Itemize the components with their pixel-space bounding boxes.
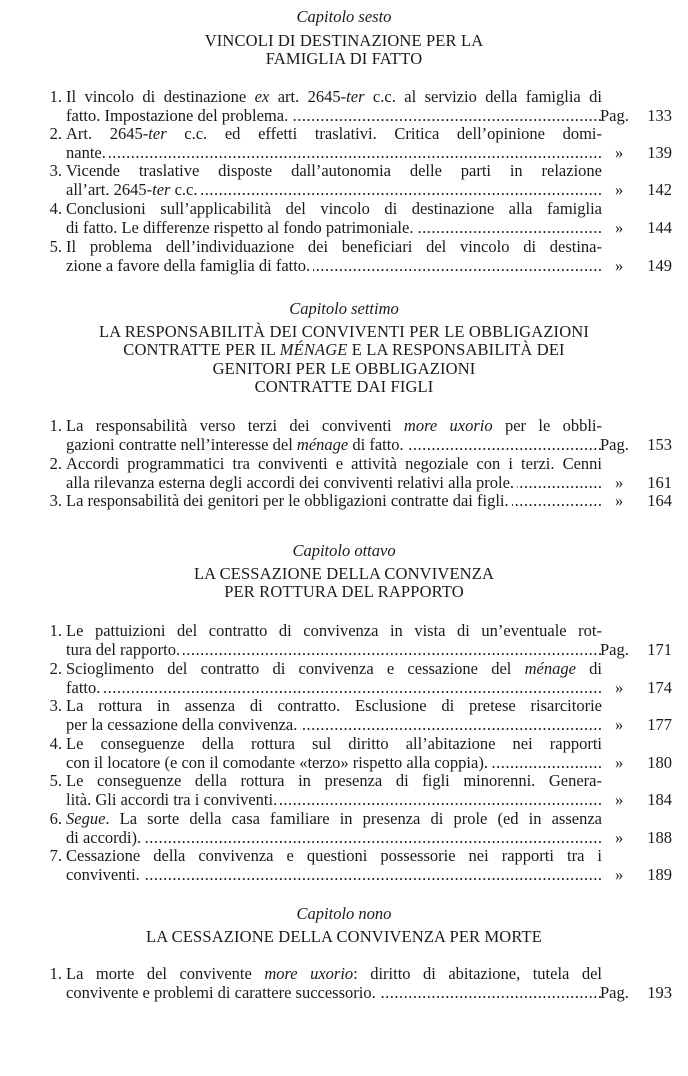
- chapter-title-line: VINCOLI DI DESTINAZIONE PER LA: [204, 31, 484, 50]
- entry-text-line: [66, 474, 602, 493]
- entry-text-run: per la cessazione della convivenza.: [66, 716, 300, 734]
- entry-text-run: alla rilevanza esterna degli accordi dei conviventi relativi alla prole.: [66, 474, 517, 492]
- entry-text-line: [66, 436, 602, 455]
- ditto-mark: »: [615, 142, 624, 162]
- entry-text-line: Il vincolo di destinazione ex art. 2645-ter c.c. al servizio della famiglia di: [66, 88, 602, 106]
- page-number: 188: [647, 827, 672, 847]
- entry-text-run: con il locatore (e con il comodante «terzo» rispetto alla coppia).: [66, 754, 491, 772]
- ditto-mark: »: [615, 179, 624, 199]
- entry-number: 5.: [49, 771, 62, 790]
- entry-number: 5.: [49, 237, 62, 256]
- page-number: 153: [647, 434, 672, 454]
- chapter-label: Capitolo ottavo: [292, 541, 396, 560]
- entry-number: 2.: [49, 454, 62, 473]
- page-number: 193: [647, 982, 672, 1002]
- entry-text-line: La rottura in assenza di contratto. Esclusione di pretese risarcitorie: [66, 697, 602, 715]
- entry-text-line: Art. 2645-ter c.c. ed effetti traslativi. Critica dell’opinione domi-: [66, 125, 602, 143]
- entry-text-line: Il problema dell’individuazione dei beneficiari del vincolo di destina-: [66, 238, 602, 256]
- entry-text-line: [66, 641, 602, 660]
- page-label: Pag.: [600, 434, 629, 454]
- entry-text-run: fatto. Impostazione del problema.: [66, 107, 291, 125]
- entry-text-line: [66, 107, 602, 126]
- entry-text-line: [66, 754, 602, 773]
- entry-text-line: Le conseguenze della rottura in presenza di figli minorenni. Genera-: [66, 772, 602, 790]
- ditto-mark: »: [615, 827, 624, 847]
- entry-text-run: di accordi).: [66, 829, 144, 847]
- page-number: 133: [647, 105, 672, 125]
- entry-text-run: gazioni contratte nell’interesse del ménage di fatto.: [66, 436, 407, 454]
- chapter-title-line: CONTRATTE PER IL MÉNAGE E LA RESPONSABILITÀ DEI: [123, 340, 565, 360]
- chapter-label: Capitolo sesto: [296, 7, 392, 26]
- entry-text-line: [66, 679, 602, 698]
- entry-number: 3.: [49, 491, 62, 510]
- entry-text: [66, 697, 602, 734]
- chapter-title-line: LA CESSAZIONE DELLA CONVIVENZA: [193, 564, 495, 583]
- ditto-mark: »: [615, 255, 624, 275]
- entry-text: [66, 162, 602, 199]
- entry-text-line: [66, 984, 602, 1003]
- page-number: 142: [647, 179, 672, 199]
- entry-number: 2.: [49, 124, 62, 143]
- entry-number: 6.: [49, 809, 62, 828]
- entry-text-line: Le conseguenze della rottura sul diritto all’abitazione nei rapporti: [66, 735, 602, 753]
- page-number: 149: [647, 255, 672, 275]
- ditto-mark: »: [615, 864, 624, 884]
- entry-text-run: tura del rapporto.: [66, 641, 183, 659]
- entry-text: [66, 88, 602, 125]
- entry-number: 1.: [49, 621, 62, 640]
- entry-text: [66, 660, 602, 697]
- entry-text: [66, 238, 602, 275]
- chapter-title-line: GENITORI PER LE OBBLIGAZIONI: [212, 358, 476, 378]
- ditto-mark: »: [615, 714, 624, 734]
- page-number: 139: [647, 142, 672, 162]
- page-number: 144: [647, 217, 672, 237]
- entry-number: 3.: [49, 696, 62, 715]
- entry-text-line: Segue. La sorte della casa familiare in presenza di prole (ed in assenza: [66, 810, 602, 828]
- entry-text-line: Vicende traslative disposte dall’autonomia delle parti in relazione: [66, 162, 602, 180]
- entry-number: 3.: [49, 161, 62, 180]
- entry-text-line: [66, 716, 602, 735]
- chapter-title: [0, 32, 688, 69]
- ditto-mark: »: [615, 677, 624, 697]
- chapter-label: Capitolo nono: [296, 904, 392, 923]
- entry-text-run: all’art. 2645-ter c.c.: [66, 181, 201, 199]
- entry-text: [66, 847, 602, 884]
- entry-text-line: Scioglimento del contratto di convivenza e cessazione del ménage di: [66, 660, 602, 678]
- entry-text-line: [66, 181, 602, 200]
- page-number: 161: [647, 472, 672, 492]
- page-number: 174: [647, 677, 672, 697]
- page-number: 171: [647, 639, 672, 659]
- entry-number: 2.: [49, 659, 62, 678]
- entry-text-line: [66, 791, 602, 810]
- entry-text-line: Cessazione della convivenza e questioni possessorie nei rapporti tra i: [66, 847, 602, 865]
- entry-text-run: di fatto. Le differenze rispetto al fondo patrimoniale.: [66, 219, 416, 237]
- page-label: Pag.: [600, 639, 629, 659]
- entry-text-line: La morte del convivente more uxorio: diritto di abitazione, tutela del: [66, 965, 602, 983]
- entry-number: 7.: [49, 846, 62, 865]
- chapter-title-line: CONTRATTE DAI FIGLI: [254, 377, 434, 397]
- entry-number: 1.: [49, 964, 62, 983]
- entry-number: 4.: [49, 734, 62, 753]
- entry-text-line: La responsabilità verso terzi dei conviventi more uxorio per le obbli-: [66, 417, 602, 435]
- chapter-label: Capitolo settimo: [289, 299, 399, 318]
- ditto-mark: »: [615, 789, 624, 809]
- entry-text-run: convivente e problemi di carattere successorio.: [66, 984, 379, 1002]
- chapter-title: [0, 928, 688, 946]
- ditto-mark: »: [615, 217, 624, 237]
- entry-text: [66, 417, 602, 454]
- chapter-title-line: PER ROTTURA DEL RAPPORTO: [224, 582, 464, 602]
- entry-text-run: La responsabilità dei genitori per le obbligazioni contratte dai figli.: [66, 492, 512, 510]
- entry-text-line: [66, 219, 602, 238]
- entry-text: [66, 125, 602, 162]
- entry-number: 4.: [49, 199, 62, 218]
- entry-number: 1.: [49, 416, 62, 435]
- entry-text-run: zione a favore della famiglia di fatto.: [66, 257, 313, 275]
- entry-text-line: Conclusioni sull’applicabilità del vincolo di destinazione alla famiglia: [66, 200, 602, 218]
- entry-text: [66, 810, 602, 847]
- page-number: 180: [647, 752, 672, 772]
- entry-text-run: lità. Gli accordi tra i conviventi.: [66, 791, 280, 809]
- chapter-title: [0, 323, 688, 397]
- entry-text: [66, 455, 602, 492]
- entry-text-run: conviventi.: [66, 866, 143, 884]
- ditto-mark: »: [615, 752, 624, 772]
- entry-text: [66, 200, 602, 237]
- page-label: Pag.: [600, 105, 629, 125]
- page-number: 164: [647, 491, 672, 510]
- entry-text-line: [66, 829, 602, 848]
- entry-text: [66, 772, 602, 809]
- ditto-mark: »: [615, 491, 624, 510]
- entry-text: [66, 965, 602, 1002]
- ditto-mark: »: [615, 472, 624, 492]
- page-number: 184: [647, 789, 672, 809]
- chapter-title-line: LA RESPONSABILITÀ DEI CONVIVENTI PER LE OBBLIGAZIONI: [99, 322, 589, 341]
- entry-text: [66, 492, 602, 511]
- entry-text-run: nante.: [66, 144, 109, 162]
- entry-text-run: fatto.: [66, 679, 103, 697]
- entry-text-line: Le pattuizioni del contratto di convivenza in vista di un’eventuale rot-: [66, 622, 602, 640]
- entry-text: [66, 622, 602, 659]
- entry-text: [66, 735, 602, 772]
- page-label: Pag.: [600, 982, 629, 1002]
- chapter-title-line: FAMIGLIA DI FATTO: [265, 49, 423, 69]
- chapter-title: [0, 565, 688, 602]
- entry-number: 1.: [49, 87, 62, 106]
- entry-text-line: [66, 144, 602, 163]
- entry-text-line: [66, 492, 602, 511]
- chapter-title-line: LA CESSAZIONE DELLA CONVIVENZA PER MORTE: [146, 927, 542, 946]
- entry-text-line: [66, 866, 602, 885]
- entry-text-line: [66, 257, 602, 276]
- page-number: 177: [647, 714, 672, 734]
- page-number: 189: [647, 864, 672, 884]
- entry-text-line: Accordi programmatici tra conviventi e attività negoziale con i terzi. Cenni: [66, 455, 602, 473]
